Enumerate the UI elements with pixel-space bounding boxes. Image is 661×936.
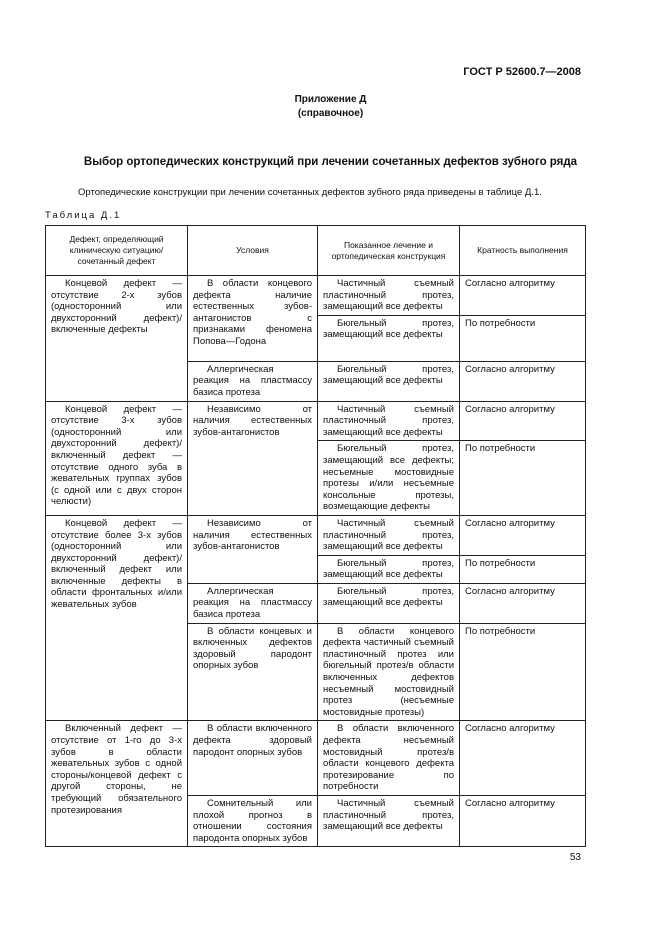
condition-cell: В области концевых и включенных дефектов здоровый пародонт опорных зубов (188, 623, 318, 721)
treatment-cell: Бюгельный протез, замещающий все дефекты; несъемные мостовидные протезы и/или несъемные консольные протезы, возмещающие дефекты (318, 441, 460, 516)
defect-cell: Концевой дефект — отсутствие 2-х зубов (односторонний или двухсторонний дефект)/включенные дефекты (46, 276, 188, 402)
table-row (46, 276, 586, 316)
treatment-cell: В области концевого дефекта частичный съемный пластиночный протез или бюгельный протез/в области включенных дефектов несъемный мостовидный протез (несъемные мостовидные протезы) (318, 623, 460, 721)
page-number: 53 (569, 852, 581, 863)
condition-cell: Независимо от наличия естественных зубов-антагонистов (188, 401, 318, 515)
table-header-row (46, 226, 586, 276)
frequency-cell: Согласно алгоритму (460, 276, 586, 316)
header-defect: Дефект, определяющий клиническую ситуацию/сочетанный дефект (46, 226, 188, 276)
frequency-cell: Согласно алгоритму (460, 583, 586, 623)
section-title: Выбор ортопедических конструкций при лечении сочетанных дефектов зубного ряда (83, 156, 578, 168)
condition-cell: Аллергическая реакция на пластмассу базиса протеза (188, 361, 318, 401)
frequency-cell: По потребности (460, 315, 586, 361)
frequency-cell: По потребности (460, 441, 586, 516)
condition-cell: В области включенного дефекта здоровый пародонт опорных зубов (188, 721, 318, 796)
frequency-cell: Согласно алгоритму (460, 515, 586, 555)
defect-cell: Включенный дефект — отсутствие от 1-го до 3-х зубов в области жевательных зубов с одной стороны/концевой дефект с другой стороны, не требующий обязательного протезирования (46, 721, 188, 847)
standard-number: ГОСТ Р 52600.7—2008 (463, 66, 581, 78)
table-row (46, 515, 586, 555)
frequency-cell: Согласно алгоритму (460, 401, 586, 441)
treatment-table (45, 225, 586, 847)
treatment-cell: Бюгельный протез, замещающий все дефекты (318, 315, 460, 361)
treatment-cell: Бюгельный протез, замещающий все дефекты (318, 583, 460, 623)
condition-cell: Сомнительный или плохой прогноз в отношении состояния пародонта опорных зубов (188, 795, 318, 846)
table-label: Таблица Д.1 (45, 210, 122, 221)
annex-title: Приложение Д (294, 94, 367, 105)
condition-cell: Аллергическая реакция на пластмассу базиса протеза (188, 583, 318, 623)
frequency-cell: Согласно алгоритму (460, 361, 586, 401)
treatment-cell: В области включенного дефекта несъемный мостовидный протез/в области концевого дефекта протезирование по потребности (318, 721, 460, 796)
defect-cell: Концевой дефект — отсутствие более 3-х зубов (односторонний или двухсторонний дефект)/включенный дефект или включенные дефекты в области фронтальных и/или жевательных зубов (46, 515, 188, 721)
header-treatment: Показанное лечение и ортопедическая конструкция (318, 226, 460, 276)
header-frequency: Кратность выполнения (460, 226, 586, 276)
treatment-cell: Частичный съемный пластиночный протез, замещающий все дефекты (318, 276, 460, 316)
condition-cell: В области концевого дефекта наличие естественных зубов-антагонистов с признаками феномена Попова—Годона (188, 276, 318, 362)
treatment-cell: Бюгельный протез, замещающий все дефекты (318, 555, 460, 583)
table-row (46, 401, 586, 441)
treatment-cell: Частичный съемный пластиночный протез, замещающий все дефекты (318, 515, 460, 555)
frequency-cell: Согласно алгоритму (460, 721, 586, 796)
section-intro: Ортопедические конструкции при лечении сочетанных дефектов зубного ряда приведены в таблице Д.1. (78, 187, 542, 198)
table-row (46, 721, 586, 796)
frequency-cell: Согласно алгоритму (460, 795, 586, 846)
defect-cell: Концевой дефект — отсутствие 3-х зубов (односторонний или двухсторонний дефект)/включенный дефект — отсутствие одного зуба в жевательных группах зубов (с одной или с двух сторон челюсти) (46, 401, 188, 515)
treatment-cell: Бюгельный протез, замещающий все дефекты (318, 361, 460, 401)
frequency-cell: По потребности (460, 623, 586, 721)
header-conditions: Условия (188, 226, 318, 276)
annex-subtitle: (справочное) (297, 108, 364, 119)
condition-cell: Независимо от наличия естественных зубов-антагонистов (188, 515, 318, 583)
frequency-cell: По потребности (460, 555, 586, 583)
treatment-cell: Частичный съемный пластиночный протез, замещающий все дефекты (318, 795, 460, 846)
treatment-cell: Частичный съемный пластиночный протез, замещающий все дефекты (318, 401, 460, 441)
